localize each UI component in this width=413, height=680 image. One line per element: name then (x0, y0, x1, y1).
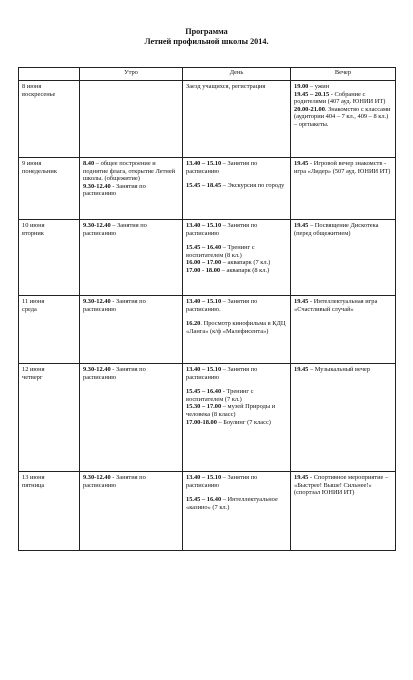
event-entry (186, 160, 287, 175)
event-text: – Занятия по расписанию (83, 222, 147, 237)
event-time: 19.45 (294, 366, 309, 373)
event-entry (186, 267, 287, 275)
event-time: 19.45 – 20.15 (294, 90, 330, 98)
event-entry (186, 182, 287, 190)
event-time: 16.20 (186, 320, 201, 328)
day-date: 12 июня (22, 366, 45, 373)
event-time: 15.45 – 16.40 (186, 388, 222, 396)
event-entry (83, 222, 179, 237)
table-row (19, 296, 396, 364)
event-entry (294, 106, 392, 129)
morning-cell (80, 158, 183, 220)
day-cell (183, 296, 291, 364)
header-cell-morning: Утро (80, 68, 183, 81)
event-text: – музей Природы и человека (8 класс) (186, 403, 276, 418)
date-cell (19, 220, 80, 296)
morning-cell (80, 81, 183, 158)
event-text: – общее построение и поднятие флага, открытие Летней школы. (общежитие) (83, 160, 176, 183)
title-line-1: Программа (185, 27, 228, 36)
day-cell (183, 472, 291, 551)
morning-cell (80, 220, 183, 296)
event-entry (186, 388, 287, 403)
day-weekday: понедельник (22, 167, 57, 175)
event-entry (186, 222, 287, 237)
event-time: 8.40 (83, 160, 95, 167)
event-entry (294, 91, 392, 106)
event-time: 16.00 – 17.00 (186, 259, 222, 267)
document-title (0, 27, 413, 47)
evening-cell (291, 158, 396, 220)
day-weekday: воскресенье (22, 90, 56, 98)
event-time: 17.00-18.00 (186, 418, 217, 426)
event-time: 13.40 – 15.10 (186, 366, 222, 373)
event-entry (294, 160, 392, 175)
day-date: 11 июня (22, 298, 45, 305)
event-text: – Занятия по расписанию (186, 160, 258, 175)
event-entry (186, 366, 287, 381)
event-text: – аквапарк (7 кл.) (221, 259, 271, 267)
event-entry (186, 320, 287, 335)
event-text: Заезд учащихся, регистрация (186, 83, 266, 90)
event-time: 19.45 (294, 160, 309, 167)
event-entry (294, 298, 392, 313)
event-time: 19.00 (294, 83, 309, 90)
event-text: – ужин (308, 83, 330, 90)
event-time: 20.00-21.00 (294, 105, 325, 113)
date-cell (19, 296, 80, 364)
event-text: – Тренинг с воспитателем (8 кл.) (186, 244, 255, 259)
table-row (19, 220, 396, 296)
event-time: 9.30-12.40 (83, 298, 111, 305)
event-entry (294, 474, 392, 497)
day-date: 8 июня (22, 83, 42, 90)
event-text: – Занятия по расписанию (186, 222, 258, 237)
event-text: - Собрание с родителями (407 ауд. ЮНИИ ИТ) (294, 90, 386, 106)
evening-cell (291, 220, 396, 296)
table-row (19, 364, 396, 472)
event-text: – Музыкальный вечер (308, 366, 370, 373)
evening-cell (291, 364, 396, 472)
event-entry (186, 474, 287, 489)
event-time: 13.40 – 15.10 (186, 298, 222, 305)
event-text: – Экскурсия по городу (221, 182, 285, 190)
day-date: 9 июня (22, 160, 42, 167)
day-cell (183, 364, 291, 472)
event-time: 9.30-12.40 (83, 182, 111, 190)
event-time: 9.30-12.40 (83, 474, 111, 481)
morning-cell (80, 472, 183, 551)
event-entry (186, 83, 287, 91)
event-text: - Интеллектуальная игра «Счастливый случай» (294, 298, 378, 313)
header-row (19, 68, 396, 81)
event-entry (294, 83, 392, 91)
event-text: – Посвящение Дискотека (перед общежитием) (294, 222, 379, 237)
event-text: – Интеллектуальное «казино» (7 кл.) (186, 496, 278, 511)
schedule-table (18, 67, 396, 551)
event-entry (294, 222, 392, 237)
event-text: – Занятия по расписанию (186, 474, 258, 489)
day-weekday: четверг (22, 373, 43, 381)
header-cell-date (19, 68, 80, 81)
event-text: . Просмотр кинофильма в КДЦ «Ланга» (к/ф «Малефисента») (186, 320, 286, 335)
table-row (19, 81, 396, 158)
date-cell (19, 364, 80, 472)
day-cell (183, 220, 291, 296)
event-entry (83, 160, 179, 183)
event-entry (186, 244, 287, 259)
event-text: - Тренинг с воспитателем (7 кл.) (186, 388, 254, 403)
day-weekday: вторник (22, 229, 44, 237)
evening-cell (291, 472, 396, 551)
date-cell (19, 158, 80, 220)
schedule-body (19, 81, 396, 551)
table-row (19, 158, 396, 220)
event-text: – Боулинг (7 класс) (216, 418, 271, 426)
header-cell-day: День (183, 68, 291, 81)
event-entry (83, 366, 179, 381)
event-time: 15.30 – 17.00 (186, 403, 222, 411)
title-line-2: Летней профильной школы 2014. (144, 37, 269, 46)
event-entry (83, 298, 179, 313)
event-time: 17.00 - 18.00 (186, 266, 221, 274)
event-time: 13.40 – 15.10 (186, 222, 222, 229)
day-date: 10 июня (22, 222, 45, 229)
event-text: – Занятия по расписанию. (186, 298, 258, 313)
header-cell-evening: Вечер (291, 68, 396, 81)
event-entry (186, 403, 287, 418)
event-entry (83, 474, 179, 489)
event-time: 13.40 – 15.10 (186, 160, 222, 167)
morning-cell (80, 364, 183, 472)
day-weekday: пятница (22, 481, 45, 489)
evening-cell (291, 296, 396, 364)
event-time: 15.45 – 18.45 (186, 182, 222, 190)
event-entry (294, 366, 392, 374)
event-entry (186, 259, 287, 267)
event-time: 13.40 – 15.10 (186, 474, 222, 481)
event-text: – аквапарк (8 кл.) (220, 266, 270, 274)
day-cell (183, 81, 291, 158)
event-time: 15.45 – 16.40 (186, 496, 222, 504)
date-cell (19, 81, 80, 158)
table-row (19, 472, 396, 551)
event-entry (186, 298, 287, 313)
morning-cell (80, 296, 183, 364)
event-text: - Спортивное мероприятие – «Быстрее! Выше! Сильнее!» (спортзал ЮНИИ ИТ) (294, 474, 389, 497)
event-text: . Знакомство с классами (аудитории 404 – 7 кл., 409 – 8 кл.) – оргпакеты. (294, 105, 391, 128)
event-time: 19.45 (294, 298, 309, 305)
day-weekday: среда (22, 305, 37, 313)
event-text: - Занятия по расписанию (83, 182, 146, 198)
event-time: 15.45 – 16.40 (186, 244, 222, 252)
event-text: - Занятия по расписанию (83, 474, 146, 489)
event-entry (83, 183, 179, 198)
event-text: - Занятия по расписанию (83, 366, 146, 381)
day-cell (183, 158, 291, 220)
event-entry (186, 419, 287, 427)
date-cell (19, 472, 80, 551)
evening-cell (291, 81, 396, 158)
event-text: - Игровой вечер знакомств - игра «Лидер» (507 ауд. ЮНИИ ИТ) (294, 160, 391, 175)
event-time: 9.30-12.40 (83, 222, 111, 229)
event-time: 9.30-12.40 (83, 366, 111, 373)
event-entry (186, 496, 287, 511)
event-time: 19.45 (294, 222, 309, 229)
event-text: - Занятия по расписанию (83, 298, 146, 313)
event-time: 19.45 (294, 474, 309, 481)
day-date: 13 июня (22, 474, 45, 481)
event-text: – Занятия по расписанию (186, 366, 258, 381)
